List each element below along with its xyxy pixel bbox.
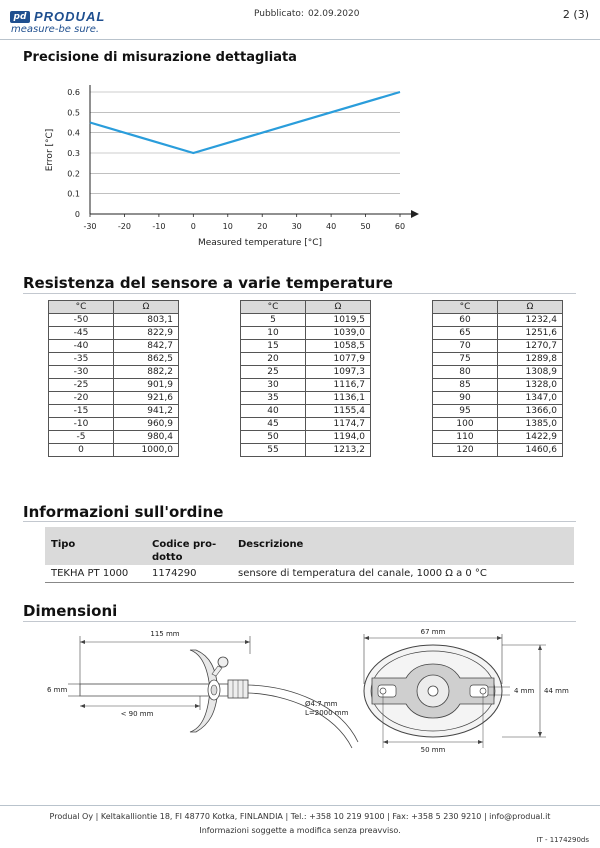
dim-insertion: < 90 mm — [120, 710, 154, 718]
order-type: TEKHA PT 1000 — [51, 568, 129, 579]
resistance-cell: 1116,7 — [306, 379, 371, 392]
temperature-cell: 120 — [433, 444, 498, 457]
col-header-ohm: Ω — [114, 301, 179, 314]
temperature-cell: -40 — [49, 340, 114, 353]
table-row — [433, 444, 563, 457]
x-tick-label: 0 — [190, 222, 196, 231]
resistance-cell: 1347,0 — [498, 392, 563, 405]
col-header-temp: °C — [433, 301, 498, 314]
temperature-cell: 85 — [433, 379, 498, 392]
resistance-cell: 1232,4 — [498, 314, 563, 327]
produal-logo — [10, 9, 105, 24]
section-title-dimensions: Dimensioni — [23, 602, 118, 620]
resistance-cell: 960,9 — [114, 418, 179, 431]
x-axis-label: Measured temperature [°C] — [197, 238, 323, 248]
resistance-cell: 822,9 — [114, 327, 179, 340]
col-header-ohm: Ω — [498, 301, 563, 314]
dim-diameter: 6 mm — [47, 686, 68, 694]
y-tick-label: 0.4 — [67, 128, 80, 138]
resistance-cell: 1308,9 — [498, 366, 563, 379]
col-header-type: Tipo — [51, 539, 76, 550]
table-row — [241, 405, 371, 418]
temperature-cell: -20 — [49, 392, 114, 405]
table-row — [433, 379, 563, 392]
col-header-code-line1: Codice pro- — [152, 539, 217, 550]
table-row — [49, 444, 179, 457]
resistance-cell: 1194,0 — [306, 431, 371, 444]
table-row — [433, 340, 563, 353]
resistance-cell: 1251,6 — [498, 327, 563, 340]
col-header-code-line2: dotto — [152, 552, 183, 563]
temperature-cell: 40 — [241, 405, 306, 418]
dim-cable-length: L=2000 mm — [305, 709, 349, 717]
table-row — [433, 353, 563, 366]
resistance-cell: 980,4 — [114, 431, 179, 444]
table-row — [241, 314, 371, 327]
page-number: 2 (3) — [562, 8, 589, 21]
table-row — [433, 327, 563, 340]
published-date: 02.09.2020 — [307, 9, 360, 19]
temperature-cell: 20 — [241, 353, 306, 366]
tagline: measure-be sure. — [11, 24, 100, 35]
dim-length: 115 mm — [150, 630, 180, 638]
table-row — [49, 405, 179, 418]
resistance-cell: 1136,1 — [306, 392, 371, 405]
table-row — [433, 314, 563, 327]
x-tick-label: 50 — [360, 222, 371, 231]
published-label: Pubblicato: — [254, 9, 304, 19]
resistance-cell: 1174,7 — [306, 418, 371, 431]
table-row — [241, 353, 371, 366]
resistance-cell: 941,2 — [114, 405, 179, 418]
dim-spacing: 50 mm — [420, 746, 446, 754]
x-tick-label: 10 — [222, 222, 233, 231]
y-tick-label: 0.2 — [67, 169, 80, 179]
resistance-cell: 1097,3 — [306, 366, 371, 379]
temperature-cell: 110 — [433, 431, 498, 444]
table-row — [49, 340, 179, 353]
resistance-cell: 1000,0 — [114, 444, 179, 457]
temperature-cell: 30 — [241, 379, 306, 392]
page-header — [0, 0, 600, 40]
resistance-cell: 1077,9 — [306, 353, 371, 366]
resistance-table-1 — [48, 300, 179, 457]
table-row — [49, 392, 179, 405]
temperature-cell: 0 — [49, 444, 114, 457]
y-tick-label: 0.3 — [67, 149, 80, 158]
col-header-temp: °C — [241, 301, 306, 314]
temperature-cell: 55 — [241, 444, 306, 457]
section-title-precision: Precisione di misurazione dettagliata — [23, 50, 297, 65]
resistance-cell: 1385,0 — [498, 418, 563, 431]
temperature-cell: 60 — [433, 314, 498, 327]
table-row — [241, 379, 371, 392]
temperature-cell: 100 — [433, 418, 498, 431]
temperature-cell: -10 — [49, 418, 114, 431]
section-title-ordering: Informazioni sull'ordine — [23, 503, 224, 521]
temperature-cell: -50 — [49, 314, 114, 327]
temperature-cell: -35 — [49, 353, 114, 366]
footer-contact: Produal Oy | Keltakalliontie 18, FI 48770 Kotka, FINLANDIA | Tel.: +358 10 219 9100 | Fax: +358 5 230 9210 | info@produal.it — [49, 812, 551, 821]
table-row — [241, 340, 371, 353]
temperature-cell: 5 — [241, 314, 306, 327]
table-row — [433, 418, 563, 431]
resistance-cell: 862,5 — [114, 353, 179, 366]
temperature-cell: -45 — [49, 327, 114, 340]
temperature-cell: 80 — [433, 366, 498, 379]
table-row — [49, 431, 179, 444]
logo-mark: pd — [10, 11, 30, 23]
x-tick-label: 40 — [326, 222, 337, 231]
resistance-cell: 901,9 — [114, 379, 179, 392]
y-tick-label: 0.1 — [67, 189, 80, 199]
footer-rule — [0, 805, 600, 806]
col-header-code — [152, 538, 216, 564]
table-row — [241, 444, 371, 457]
resistance-cell: 1019,5 — [306, 314, 371, 327]
x-tick-label: -30 — [83, 222, 97, 231]
order-code: 1174290 — [152, 568, 197, 579]
brand-name: PRODUAL — [34, 9, 106, 24]
table-row — [241, 418, 371, 431]
table-row — [49, 366, 179, 379]
resistance-cell: 1422,9 — [498, 431, 563, 444]
dim-height: 44 mm — [544, 687, 569, 695]
resistance-table-2 — [240, 300, 371, 457]
table-row — [49, 314, 179, 327]
table-row — [241, 431, 371, 444]
table-row — [433, 431, 563, 444]
section-title-resistance: Resistenza del sensore a varie temperature — [23, 274, 393, 292]
section-rule — [23, 621, 576, 622]
col-header-ohm: Ω — [306, 301, 371, 314]
table-row — [49, 418, 179, 431]
y-tick-label: 0 — [74, 210, 80, 219]
error-chart — [0, 70, 600, 280]
temperature-cell: 95 — [433, 405, 498, 418]
resistance-cell: 1328,0 — [498, 379, 563, 392]
chart-grid — [90, 92, 400, 194]
resistance-cell: 842,7 — [114, 340, 179, 353]
resistance-table-3 — [432, 300, 563, 457]
table-row — [49, 327, 179, 340]
order-description: sensore di temperatura del canale, 1000 Ω a 0 °C — [238, 568, 487, 579]
resistance-cell: 1289,8 — [498, 353, 563, 366]
x-tick-label: -10 — [152, 222, 166, 231]
resistance-cell: 1213,2 — [306, 444, 371, 457]
dim-cable-diameter: Ø4.7 mm — [305, 700, 338, 708]
footer-notice: Informazioni soggette a modifica senza preavviso. — [199, 826, 401, 835]
temperature-cell: -15 — [49, 405, 114, 418]
table-row — [49, 353, 179, 366]
x-axis-arrow — [411, 210, 419, 218]
table-row — [241, 366, 371, 379]
col-header-description: Descrizione — [238, 539, 304, 550]
x-tick-label: -20 — [117, 222, 131, 231]
dim-hole: 4 mm — [514, 687, 535, 695]
temperature-cell: 50 — [241, 431, 306, 444]
temperature-cell: 35 — [241, 392, 306, 405]
section-rule — [23, 521, 576, 522]
resistance-cell: 803,1 — [114, 314, 179, 327]
section-rule — [23, 293, 576, 294]
resistance-cell: 882,2 — [114, 366, 179, 379]
table-row — [433, 392, 563, 405]
dimension-drawing-front — [350, 624, 590, 764]
temperature-cell: -5 — [49, 431, 114, 444]
col-header-temp: °C — [49, 301, 114, 314]
y-tick-label: 0.6 — [67, 88, 80, 97]
chart-axes — [90, 85, 419, 218]
temperature-cell: 45 — [241, 418, 306, 431]
resistance-cell: 1155,4 — [306, 405, 371, 418]
document-code: IT - 1174290ds — [536, 836, 589, 844]
y-tick-label: 0.5 — [67, 108, 80, 118]
temperature-cell: 70 — [433, 340, 498, 353]
resistance-cell: 1460,6 — [498, 444, 563, 457]
error-curve — [90, 92, 400, 153]
table-row — [241, 392, 371, 405]
temperature-cell: 65 — [433, 327, 498, 340]
resistance-cell: 1058,5 — [306, 340, 371, 353]
dimension-drawing-side — [40, 624, 360, 764]
resistance-cell: 1270,7 — [498, 340, 563, 353]
y-axis-label: Error [°C] — [45, 128, 55, 172]
table-row — [241, 327, 371, 340]
x-tick-label: 20 — [257, 222, 268, 231]
table-row — [433, 405, 563, 418]
resistance-cell: 921,6 — [114, 392, 179, 405]
order-table-header — [45, 527, 574, 565]
resistance-cell: 1039,0 — [306, 327, 371, 340]
dim-width: 67 mm — [420, 628, 446, 636]
temperature-cell: 75 — [433, 353, 498, 366]
resistance-cell: 1366,0 — [498, 405, 563, 418]
published-info — [254, 9, 359, 19]
x-tick-label: 60 — [394, 222, 406, 231]
temperature-cell: 10 — [241, 327, 306, 340]
temperature-cell: 90 — [433, 392, 498, 405]
table-row — [49, 379, 179, 392]
table-row — [433, 366, 563, 379]
table-row — [45, 565, 574, 583]
temperature-cell: 25 — [241, 366, 306, 379]
temperature-cell: 15 — [241, 340, 306, 353]
x-tick-label: 30 — [291, 222, 302, 231]
temperature-cell: -30 — [49, 366, 114, 379]
temperature-cell: -25 — [49, 379, 114, 392]
